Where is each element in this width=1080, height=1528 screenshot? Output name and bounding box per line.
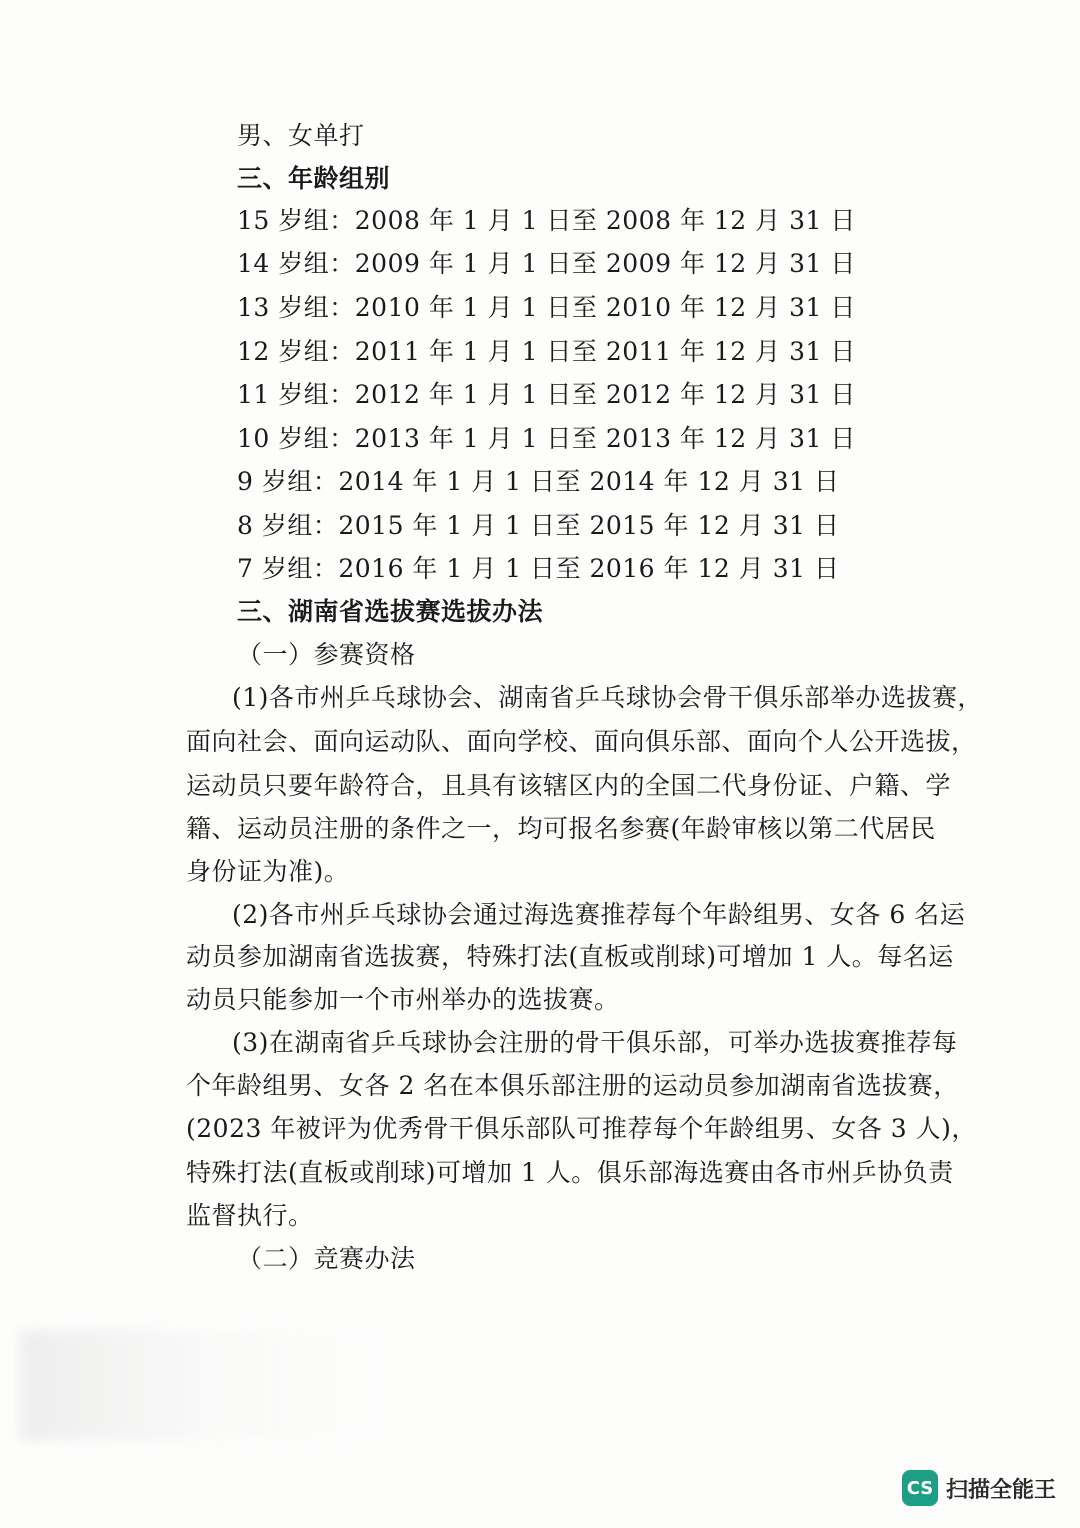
age-group-9: 9 岁组：2014 年 1 月 1 日至 2014 年 12 月 31 日 — [237, 467, 840, 496]
heading-age-groups: 三、年龄组别 — [237, 164, 391, 193]
paragraph-2-line-1: (2)各市州乒乓球协会通过海选赛推荐每个年龄组男、女各 6 名运 — [232, 900, 966, 929]
line-singles: 男、女单打 — [237, 121, 365, 150]
scanner-watermark — [902, 1470, 1056, 1506]
paragraph-2-line-3: 动员只能参加一个市州举办的选拔赛。 — [186, 985, 620, 1014]
paragraph-1-line-1: (1)各市州乒乓球协会、湖南省乒乓球协会骨干俱乐部举办选拔赛， — [232, 683, 983, 712]
age-group-13: 13 岁组：2010 年 1 月 1 日至 2010 年 12 月 31 日 — [237, 293, 856, 322]
paragraph-3-line-4: 特殊打法(直板或削球)可增加 1 人。俱乐部海选赛由各市州乒协负责 — [186, 1158, 954, 1187]
paragraph-1-line-2: 面向社会、面向运动队、面向学校、面向俱乐部、面向个人公开选拔， — [186, 727, 977, 756]
age-group-14: 14 岁组：2009 年 1 月 1 日至 2009 年 12 月 31 日 — [237, 249, 856, 278]
paragraph-2-line-2: 动员参加湖南省选拔赛，特殊打法(直板或削球)可增加 1 人。每名运 — [186, 942, 954, 971]
age-group-8: 8 岁组：2015 年 1 月 1 日至 2015 年 12 月 31 日 — [237, 511, 840, 540]
paragraph-1-line-4: 籍、运动员注册的条件之一，均可报名参赛(年龄审核以第二代居民 — [186, 814, 936, 843]
subheading-eligibility: （一）参赛资格 — [237, 640, 416, 669]
subheading-competition-method: （二）竞赛办法 — [237, 1244, 416, 1273]
camscanner-logo-icon: CS — [902, 1470, 938, 1506]
paragraph-3-line-5: 监督执行。 — [186, 1201, 314, 1230]
scan-artifact — [20, 1330, 400, 1440]
paragraph-1-line-5: 身份证为准)。 — [186, 857, 350, 886]
age-group-10: 10 岁组：2013 年 1 月 1 日至 2013 年 12 月 31 日 — [237, 424, 856, 453]
age-group-7: 7 岁组：2016 年 1 月 1 日至 2016 年 12 月 31 日 — [237, 554, 840, 583]
paragraph-3-line-3: (2023 年被评为优秀骨干俱乐部队可推荐每个年龄组男、女各 3 人)， — [186, 1114, 977, 1143]
paragraph-1-line-3: 运动员只要年龄符合，且具有该辖区内的全国二代身份证、户籍、学 — [186, 771, 952, 800]
age-group-15: 15 岁组：2008 年 1 月 1 日至 2008 年 12 月 31 日 — [237, 206, 856, 235]
heading-selection-method: 三、湖南省选拔赛选拔办法 — [237, 597, 544, 626]
watermark-app-name: 扫描全能王 — [945, 1477, 1056, 1503]
paragraph-3-line-1: (3)在湖南省乒乓球协会注册的骨干俱乐部，可举办选拔赛推荐每 — [232, 1028, 958, 1057]
age-group-11: 11 岁组：2012 年 1 月 1 日至 2012 年 12 月 31 日 — [237, 380, 856, 409]
age-group-12: 12 岁组：2011 年 1 月 1 日至 2011 年 12 月 31 日 — [237, 337, 856, 366]
paragraph-3-line-2: 个年龄组男、女各 2 名在本俱乐部注册的运动员参加湖南省选拔赛， — [186, 1071, 959, 1100]
